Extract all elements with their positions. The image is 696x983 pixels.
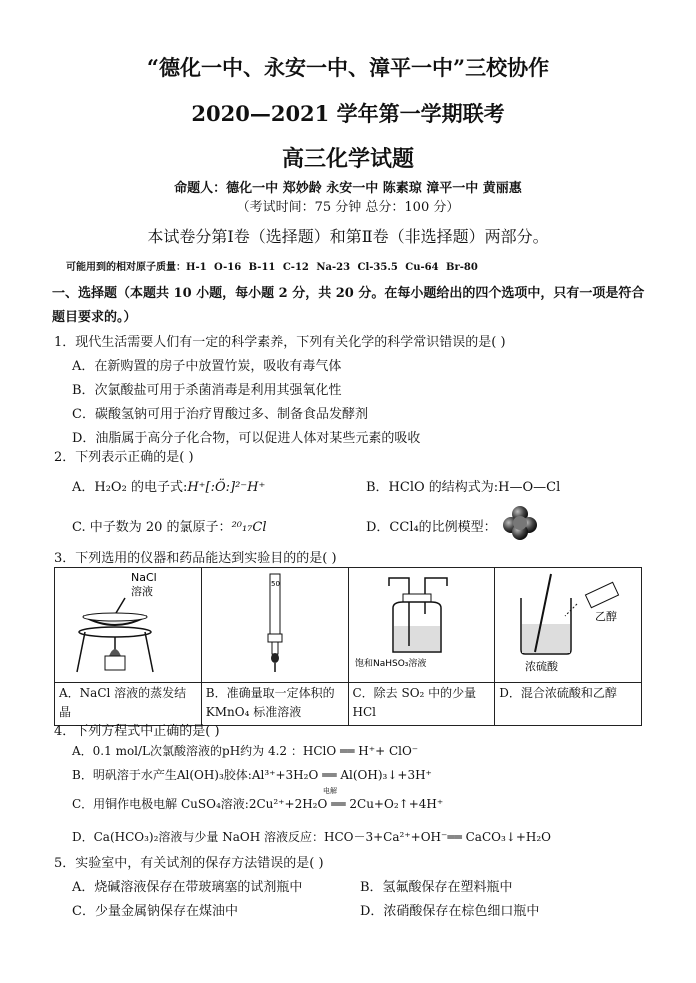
ccl4-space-filling-model [502,505,538,541]
q4-stem: 4．下列方程式中正确的是( ) [54,724,220,739]
q3-image-b [201,568,348,683]
q5-option-c: C．少量金属钠保存在煤油中 [72,904,238,919]
q3-option-d: D．混合浓硫酸和乙醇 [495,683,642,726]
exam-title-year: 2020—2021 学年第一学期联考 [191,101,505,126]
section-heading: 一、选择题（本题共 10 小题，每小题 2 分，共 20 分。在每小题给出的四个选项中，只有一项是符合题目要求的。） [52,286,645,325]
q4-option-d: D．Ca(HCO₃)₂溶液与少量 NaOH 溶液反应：HCO－3+Ca²⁺+OH⁻══ CaCO₃↓+H₂O [72,830,552,844]
q2-option-c-formula: ²⁰₁₇Cl [231,520,267,535]
q5-option-b: B．氢氟酸保存在塑料瓶中 [360,880,513,895]
q4-option-c-condition: 电解 [323,787,337,795]
exam-intro: 本试卷分第Ⅰ卷（选择题）和第Ⅱ卷（非选择题）两部分。 [147,227,549,246]
q1-option-d: D．油脂属于高分子化合物，可以促进人体对某些元素的吸收 [72,431,421,446]
q2-option-a [72,476,265,495]
q4-option-c: C．用铜作电极电解 CuSO₄溶液:2Cu²⁺+2H₂O ══ 2Cu+O₂↑+4H⁺ [72,797,444,811]
acid-burette-icon [202,568,348,678]
exam-authors: 命题人：德化一中 郑妙龄 永安一中 陈素琼 漳平一中 黄丽惠 [174,181,522,196]
atomic-masses: 可能用到的相对原子质量：H-1 O-16 B-11 C-12 Na-23 Cl-35.5 Cu-64 Br-80 [66,262,478,273]
q3-b-label: 50 [270,580,280,588]
q5-option-a: A．烧碱溶液保存在带玻璃塞的试剂瓶中 [72,880,303,895]
q1-option-c: C．碳酸氢钠可用于治疗胃酸过多、制备食品发酵剂 [72,407,368,422]
q3-d-label1: 乙醇 [595,610,618,623]
q3-a-label1: NaCl [131,571,157,584]
beaker-mixing-icon [495,568,641,678]
q2-option-c [72,516,267,535]
exam-title-subject: 高三化学试题 [281,146,414,172]
q1-stem: 1．现代生活需要人们有一定的科学素养，下列有关化学的科学常识错误的是( ) [54,335,506,350]
q3-image-d [495,568,642,683]
q2-option-a-formula: H⁺[:Ö:]²⁻H⁺ [187,480,266,495]
q3-d-label2: 浓硫酸 [525,660,559,673]
gas-washing-bottle-icon [349,568,495,678]
q1-option-b: B．次氯酸盐可用于杀菌消毒是利用其强氧化性 [72,383,342,398]
q3-apparatus-table [54,567,642,726]
q3-stem: 3．下列选用的仪器和药品能达到实验目的的是( ) [54,551,337,566]
evaporation-dish-apparatus-icon [55,568,201,678]
q2-option-c-text: C. 中子数为 20 的氯原子： [72,520,232,535]
q4-option-a: A．0.1 mol/L次氯酸溶液的pH约为 4.2 ：HClO ══ H⁺+ ClO⁻ [72,744,419,758]
q1-option-a: A．在新购置的房子中放置竹炭，吸收有毒气体 [72,359,342,374]
q3-a-label2: 溶液 [131,585,153,598]
q3-option-a: A．NaCl 溶液的蒸发结晶 [55,683,202,726]
q5-option-d: D．浓硝酸保存在棕色细口瓶中 [360,904,540,919]
q3-image-a [55,568,202,683]
q3-image-c [348,568,495,683]
exam-time-score: （考试时间：75 分钟 总分：100 分） [236,200,460,215]
q2-option-b: B．HClO 的结构式为:H—O—Cl [366,480,561,495]
q5-stem: 5．实验室中，有关试剂的保存方法错误的是( ) [54,856,324,871]
q3-option-b: B．准确量取一定体积的 KMnO₄ 标准溶液 [201,683,348,726]
q2-option-a-text: A．H₂O₂ 的电子式: [72,480,188,495]
q3-c-label: 饱和NaHSO₃溶液 [354,659,426,669]
q3-option-c: C．除去 SO₂ 中的少量 HCl [348,683,495,726]
q4-option-b: B．明矾溶于水产生Al(OH)₃胶体:Al³⁺+3H₂O ══ Al(OH)₃↓+3H⁺ [72,768,432,782]
exam-title-schools: “德化一中、永安一中、漳平一中”三校协作 [146,55,550,80]
q2-option-d: D．CCl₄的比例模型： [366,520,497,535]
q2-stem: 2．下列表示正确的是( ) [54,450,194,465]
